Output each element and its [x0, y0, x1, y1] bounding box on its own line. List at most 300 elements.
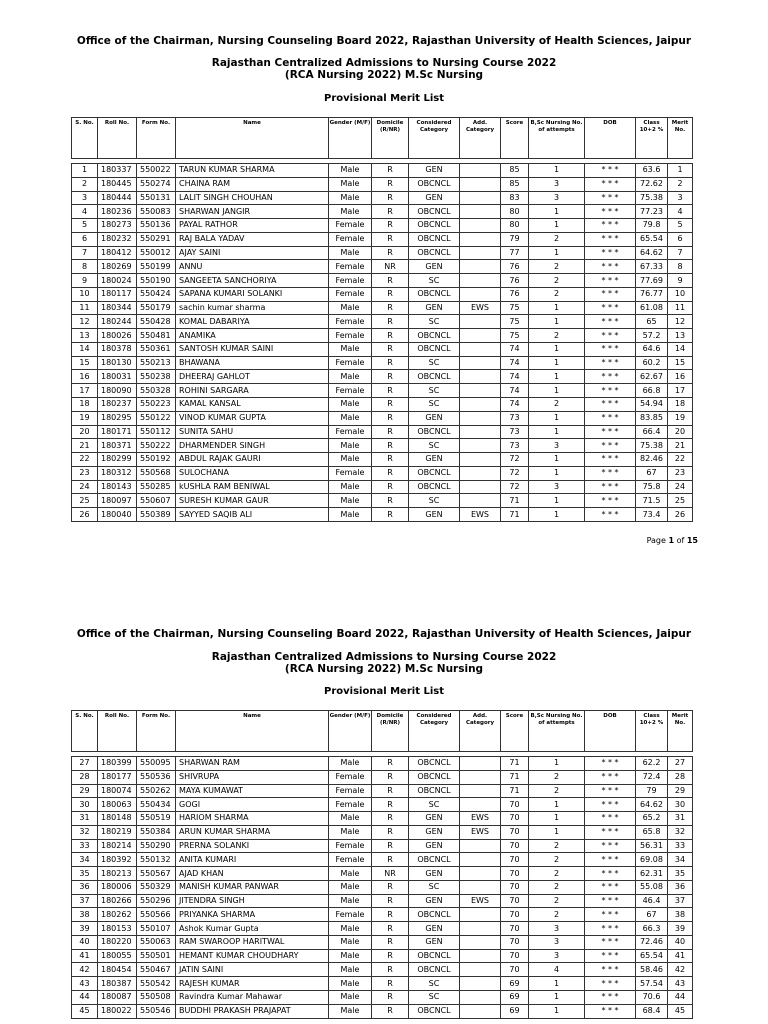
class12-cell: 79 — [636, 784, 668, 798]
dob-cell: * * * — [585, 260, 636, 274]
sno-cell: 39 — [72, 922, 98, 936]
class12-cell: 65 — [636, 315, 668, 329]
merit-cell: 38 — [668, 908, 693, 922]
domicile-cell: R — [372, 853, 409, 867]
score-cell: 75 — [501, 315, 529, 329]
name-cell: ANAMIKA — [176, 329, 329, 343]
gender-cell: Female — [329, 232, 372, 246]
attempts-cell: 2 — [529, 232, 585, 246]
name-cell: PRERNA SOLANKI — [176, 839, 329, 853]
gender-cell: Female — [329, 425, 372, 439]
dob-cell: * * * — [585, 219, 636, 233]
domicile-cell: R — [372, 398, 409, 412]
class12-cell: 72.62 — [636, 177, 668, 191]
score-cell: 74 — [501, 342, 529, 356]
attempts-cell: 1 — [529, 1004, 585, 1018]
form-cell: 550095 — [137, 757, 176, 771]
form-cell: 550222 — [137, 439, 176, 453]
gender-cell: Male — [329, 480, 372, 494]
name-cell: TARUN KUMAR SHARMA — [176, 164, 329, 178]
add-category-cell — [460, 935, 501, 949]
table-row — [72, 991, 693, 1005]
score-cell: 70 — [501, 963, 529, 977]
domicile-cell: R — [372, 315, 409, 329]
gender-cell: Male — [329, 301, 372, 315]
attempts-cell: 2 — [529, 894, 585, 908]
attempts-cell: 2 — [529, 329, 585, 343]
score-cell: 70 — [501, 922, 529, 936]
dob-cell: * * * — [585, 232, 636, 246]
sno-cell: 15 — [72, 356, 98, 370]
class12-cell: 66.8 — [636, 384, 668, 398]
attempts-cell: 3 — [529, 935, 585, 949]
gender-cell: Female — [329, 329, 372, 343]
sno-cell: 31 — [72, 812, 98, 826]
name-cell: SHARWAN RAM — [176, 757, 329, 771]
name-cell: SURESH KUMAR GAUR — [176, 494, 329, 508]
gender-cell: Male — [329, 494, 372, 508]
dob-cell: * * * — [585, 164, 636, 178]
dob-cell: * * * — [585, 342, 636, 356]
sno-cell: 12 — [72, 315, 98, 329]
merit-cell: 11 — [668, 301, 693, 315]
add-category-cell — [460, 342, 501, 356]
attempts-cell: 3 — [529, 922, 585, 936]
table-row — [72, 384, 693, 398]
roll-cell: 180171 — [98, 425, 137, 439]
gender-cell: Female — [329, 287, 372, 301]
name-cell: ANNU — [176, 260, 329, 274]
col-sno: S. No. — [72, 118, 98, 159]
table-row — [72, 411, 693, 425]
domicile-cell: R — [372, 880, 409, 894]
table-row — [72, 246, 693, 260]
category-cell: SC — [409, 439, 460, 453]
course-title-line2: (RCA Nursing 2022) M.Sc Nursing — [284, 69, 484, 81]
table-row — [72, 812, 693, 826]
class12-cell: 72.46 — [636, 935, 668, 949]
sno-cell: 16 — [72, 370, 98, 384]
attempts-cell: 2 — [529, 770, 585, 784]
dob-cell: * * * — [585, 177, 636, 191]
dob-cell: * * * — [585, 356, 636, 370]
merit-cell: 13 — [668, 329, 693, 343]
roll-cell: 180273 — [98, 219, 137, 233]
category-cell: GEN — [409, 301, 460, 315]
add-category-cell — [460, 880, 501, 894]
attempts-cell: 3 — [529, 191, 585, 205]
domicile-cell: R — [372, 274, 409, 288]
table-row — [72, 287, 693, 301]
merit-cell: 22 — [668, 453, 693, 467]
dob-cell: * * * — [585, 757, 636, 771]
form-cell: 550481 — [137, 329, 176, 343]
name-cell: GOGI — [176, 798, 329, 812]
gender-cell: Female — [329, 853, 372, 867]
form-cell: 550384 — [137, 825, 176, 839]
dob-cell: * * * — [585, 315, 636, 329]
merit-cell: 29 — [668, 784, 693, 798]
roll-cell: 180299 — [98, 453, 137, 467]
gender-cell: Male — [329, 991, 372, 1005]
gender-cell: Male — [329, 246, 372, 260]
dob-cell: * * * — [585, 935, 636, 949]
class12-cell: 67.33 — [636, 260, 668, 274]
domicile-cell: R — [372, 494, 409, 508]
class12-cell: 54.94 — [636, 398, 668, 412]
roll-cell: 180087 — [98, 991, 137, 1005]
col-add-category: Add. Category — [460, 711, 501, 752]
score-cell: 71 — [501, 784, 529, 798]
dob-cell: * * * — [585, 453, 636, 467]
class12-cell: 77.69 — [636, 274, 668, 288]
attempts-cell: 3 — [529, 949, 585, 963]
roll-cell: 180006 — [98, 880, 137, 894]
col-roll: Roll No. — [98, 711, 137, 752]
class12-cell: 67 — [636, 908, 668, 922]
class12-cell: 64.62 — [636, 798, 668, 812]
name-cell: SAYYED SAQIB ALI — [176, 508, 329, 522]
table-row — [72, 177, 693, 191]
form-cell: 550536 — [137, 770, 176, 784]
class12-cell: 75.8 — [636, 480, 668, 494]
name-cell: BHAWANA — [176, 356, 329, 370]
sno-cell: 45 — [72, 1004, 98, 1018]
domicile-cell: R — [372, 963, 409, 977]
sno-cell: 2 — [72, 177, 98, 191]
table-row — [72, 164, 693, 178]
category-cell: GEN — [409, 508, 460, 522]
class12-cell: 66.3 — [636, 922, 668, 936]
gender-cell: Male — [329, 935, 372, 949]
table-row — [72, 963, 693, 977]
add-category-cell — [460, 370, 501, 384]
form-cell: 550434 — [137, 798, 176, 812]
name-cell: SAPANA KUMARI SOLANKI — [176, 287, 329, 301]
add-category-cell: EWS — [460, 812, 501, 826]
gender-cell: Male — [329, 963, 372, 977]
roll-cell: 180074 — [98, 784, 137, 798]
form-cell: 550568 — [137, 466, 176, 480]
name-cell: HEMANT KUMAR CHOUDHARY — [176, 949, 329, 963]
roll-cell: 180063 — [98, 798, 137, 812]
name-cell: SHIVRUPA — [176, 770, 329, 784]
gender-cell: Male — [329, 1004, 372, 1018]
category-cell: OBCNCL — [409, 784, 460, 798]
col-dob: DOB — [585, 711, 636, 752]
score-cell: 70 — [501, 825, 529, 839]
domicile-cell: R — [372, 825, 409, 839]
category-cell: SC — [409, 274, 460, 288]
gender-cell: Female — [329, 839, 372, 853]
merit-table-page-1 — [71, 163, 693, 522]
col-add-category: Add. Category — [460, 118, 501, 159]
gender-cell: Male — [329, 398, 372, 412]
table-row — [72, 977, 693, 991]
dob-cell: * * * — [585, 439, 636, 453]
name-cell: RAJESH KUMAR — [176, 977, 329, 991]
table-row — [72, 329, 693, 343]
roll-cell: 180269 — [98, 260, 137, 274]
add-category-cell — [460, 356, 501, 370]
roll-cell: 180295 — [98, 411, 137, 425]
roll-cell: 180143 — [98, 480, 137, 494]
dob-cell: * * * — [585, 301, 636, 315]
domicile-cell: R — [372, 329, 409, 343]
domicile-cell: R — [372, 425, 409, 439]
dob-cell: * * * — [585, 880, 636, 894]
table-row — [72, 398, 693, 412]
col-form: Form No. — [137, 711, 176, 752]
class12-cell: 63.6 — [636, 164, 668, 178]
table-row — [72, 232, 693, 246]
dob-cell: * * * — [585, 908, 636, 922]
merit-cell: 14 — [668, 342, 693, 356]
name-cell: ARUN KUMAR SHARMA — [176, 825, 329, 839]
merit-cell: 36 — [668, 880, 693, 894]
score-cell: 71 — [501, 770, 529, 784]
form-cell: 550501 — [137, 949, 176, 963]
name-cell: SUNITA SAHU — [176, 425, 329, 439]
dob-cell: * * * — [585, 287, 636, 301]
add-category-cell — [460, 260, 501, 274]
score-cell: 80 — [501, 205, 529, 219]
merit-cell: 18 — [668, 398, 693, 412]
form-cell: 550428 — [137, 315, 176, 329]
sno-cell: 22 — [72, 453, 98, 467]
name-cell: SANTOSH KUMAR SAINI — [176, 342, 329, 356]
dob-cell: * * * — [585, 494, 636, 508]
name-cell: SANGEETA SANCHORIYA — [176, 274, 329, 288]
add-category-cell — [460, 839, 501, 853]
roll-cell: 180031 — [98, 370, 137, 384]
score-cell: 85 — [501, 177, 529, 191]
class12-cell: 68.4 — [636, 1004, 668, 1018]
table-row — [72, 867, 693, 881]
attempts-cell: 2 — [529, 908, 585, 922]
class12-cell: 46.4 — [636, 894, 668, 908]
merit-cell: 10 — [668, 287, 693, 301]
sno-cell: 9 — [72, 274, 98, 288]
class12-cell: 65.54 — [636, 949, 668, 963]
sno-cell: 20 — [72, 425, 98, 439]
form-cell: 550223 — [137, 398, 176, 412]
category-cell: OBCNCL — [409, 370, 460, 384]
form-cell: 550122 — [137, 411, 176, 425]
attempts-cell: 2 — [529, 880, 585, 894]
attempts-cell: 4 — [529, 963, 585, 977]
dob-cell: * * * — [585, 922, 636, 936]
class12-cell: 82.46 — [636, 453, 668, 467]
form-cell: 550022 — [137, 164, 176, 178]
score-cell: 70 — [501, 839, 529, 853]
roll-cell: 180219 — [98, 825, 137, 839]
col-merit: Merit No. — [668, 711, 693, 752]
dob-cell: * * * — [585, 370, 636, 384]
roll-cell: 180262 — [98, 908, 137, 922]
class12-cell: 56.31 — [636, 839, 668, 853]
course-title-line2: (RCA Nursing 2022) M.Sc Nursing — [284, 663, 484, 675]
score-cell: 70 — [501, 908, 529, 922]
score-cell: 72 — [501, 466, 529, 480]
col-domicile: Domicile (R/NR) — [372, 711, 409, 752]
merit-cell: 3 — [668, 191, 693, 205]
gender-cell: Female — [329, 798, 372, 812]
office-heading: Office of the Chairman, Nursing Counseling Board 2022, Rajasthan University of Health Sciences, Jaipur — [76, 628, 692, 640]
add-category-cell — [460, 757, 501, 771]
attempts-cell: 1 — [529, 825, 585, 839]
add-category-cell — [460, 494, 501, 508]
gender-cell: Female — [329, 356, 372, 370]
class12-cell: 66.4 — [636, 425, 668, 439]
merit-cell: 28 — [668, 770, 693, 784]
class12-cell: 57.54 — [636, 977, 668, 991]
add-category-cell — [460, 205, 501, 219]
class12-cell: 65.2 — [636, 812, 668, 826]
attempts-cell: 2 — [529, 867, 585, 881]
category-cell: SC — [409, 880, 460, 894]
name-cell: VINOD KUMAR GUPTA — [176, 411, 329, 425]
add-category-cell — [460, 232, 501, 246]
table-row — [72, 425, 693, 439]
category-cell: SC — [409, 384, 460, 398]
add-category-cell — [460, 977, 501, 991]
sno-cell: 34 — [72, 853, 98, 867]
attempts-cell: 1 — [529, 315, 585, 329]
merit-cell: 17 — [668, 384, 693, 398]
category-cell: OBCNCL — [409, 853, 460, 867]
form-cell: 550329 — [137, 880, 176, 894]
score-cell: 69 — [501, 991, 529, 1005]
domicile-cell: R — [372, 757, 409, 771]
form-cell: 550131 — [137, 191, 176, 205]
score-cell: 76 — [501, 260, 529, 274]
name-cell: kUSHLA RAM BENIWAL — [176, 480, 329, 494]
merit-cell: 4 — [668, 205, 693, 219]
gender-cell: Female — [329, 466, 372, 480]
course-title-line1: Rajasthan Centralized Admissions to Nursing Course 2022 — [211, 651, 557, 663]
add-category-cell — [460, 219, 501, 233]
table-row — [72, 191, 693, 205]
add-category-cell — [460, 274, 501, 288]
table-row — [72, 342, 693, 356]
domicile-cell: R — [372, 301, 409, 315]
category-cell: GEN — [409, 164, 460, 178]
category-cell: SC — [409, 798, 460, 812]
name-cell: AJAY SAINI — [176, 246, 329, 260]
attempts-cell: 1 — [529, 757, 585, 771]
merit-cell: 26 — [668, 508, 693, 522]
class12-cell: 77.23 — [636, 205, 668, 219]
form-cell: 550238 — [137, 370, 176, 384]
name-cell: KAMAL KANSAL — [176, 398, 329, 412]
add-category-cell — [460, 991, 501, 1005]
domicile-cell: R — [372, 384, 409, 398]
table-row — [72, 825, 693, 839]
form-cell: 550296 — [137, 894, 176, 908]
name-cell: SULOCHANA — [176, 466, 329, 480]
gender-cell: Female — [329, 784, 372, 798]
domicile-cell: NR — [372, 867, 409, 881]
table-row — [72, 784, 693, 798]
score-cell: 72 — [501, 480, 529, 494]
col-gender: Gender (M/F) — [329, 711, 372, 752]
column-header-table — [71, 117, 693, 159]
table-row — [72, 949, 693, 963]
attempts-cell: 1 — [529, 370, 585, 384]
name-cell: ANITA KUMARI — [176, 853, 329, 867]
class12-cell: 62.67 — [636, 370, 668, 384]
category-cell: GEN — [409, 867, 460, 881]
category-cell: GEN — [409, 922, 460, 936]
score-cell: 73 — [501, 439, 529, 453]
name-cell: Ravindra Kumar Mahawar — [176, 991, 329, 1005]
form-cell: 550199 — [137, 260, 176, 274]
form-cell: 550542 — [137, 977, 176, 991]
category-cell: GEN — [409, 839, 460, 853]
list-title: Provisional Merit List — [324, 93, 444, 104]
gender-cell: Female — [329, 219, 372, 233]
score-cell: 83 — [501, 191, 529, 205]
table-row — [72, 798, 693, 812]
table-row — [72, 480, 693, 494]
category-cell: OBCNCL — [409, 425, 460, 439]
score-cell: 80 — [501, 219, 529, 233]
category-cell: OBCNCL — [409, 287, 460, 301]
category-cell: OBCNCL — [409, 949, 460, 963]
dob-cell: * * * — [585, 867, 636, 881]
dob-cell: * * * — [585, 411, 636, 425]
roll-cell: 180097 — [98, 494, 137, 508]
gender-cell: Female — [329, 260, 372, 274]
score-cell: 76 — [501, 274, 529, 288]
roll-cell: 180213 — [98, 867, 137, 881]
category-cell: OBCNCL — [409, 908, 460, 922]
score-cell: 74 — [501, 398, 529, 412]
gender-cell: Male — [329, 949, 372, 963]
category-cell: SC — [409, 315, 460, 329]
category-cell: OBCNCL — [409, 1004, 460, 1018]
column-header-row — [72, 711, 693, 752]
dob-cell: * * * — [585, 853, 636, 867]
add-category-cell — [460, 411, 501, 425]
name-cell: JITENDRA SINGH — [176, 894, 329, 908]
sno-cell: 6 — [72, 232, 98, 246]
merit-cell: 34 — [668, 853, 693, 867]
sno-cell: 14 — [72, 342, 98, 356]
add-category-cell — [460, 853, 501, 867]
gender-cell: Male — [329, 825, 372, 839]
form-cell: 550361 — [137, 342, 176, 356]
domicile-cell: R — [372, 935, 409, 949]
name-cell: LALIT SINGH CHOUHAN — [176, 191, 329, 205]
merit-cell: 30 — [668, 798, 693, 812]
col-roll: Roll No. — [98, 118, 137, 159]
roll-cell: 180148 — [98, 812, 137, 826]
domicile-cell: R — [372, 480, 409, 494]
table-row — [72, 770, 693, 784]
roll-cell: 180024 — [98, 274, 137, 288]
dob-cell: * * * — [585, 991, 636, 1005]
roll-cell: 180117 — [98, 287, 137, 301]
add-category-cell — [460, 439, 501, 453]
form-cell: 550285 — [137, 480, 176, 494]
attempts-cell: 3 — [529, 177, 585, 191]
merit-cell: 21 — [668, 439, 693, 453]
col-category: Considered Category — [409, 711, 460, 752]
score-cell: 70 — [501, 935, 529, 949]
sno-cell: 38 — [72, 908, 98, 922]
